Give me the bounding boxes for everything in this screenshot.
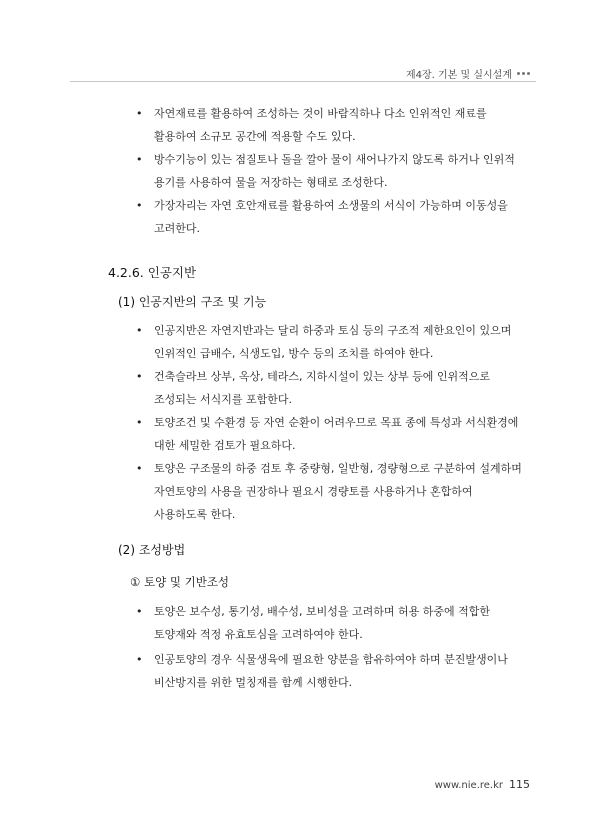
subsection-title: (1) 인공지반의 구조 및 기능 <box>118 295 267 309</box>
text-line: 인공지반은 자연지반과는 달리 하중과 토심 등의 구조적 제한요인이 있으며 <box>154 324 512 337</box>
text-line: 가장자리는 자연 호안재료를 활용하여 소생물의 서식이 가능하며 이동성을 <box>154 199 508 212</box>
bullet-icon: • <box>136 462 143 475</box>
text-line: 인공토양의 경우 식물생육에 필요한 양분을 함유하여야 하며 분진발생이나 <box>154 653 508 666</box>
list-item <box>136 648 508 694</box>
list-item <box>136 319 512 365</box>
text-line: 고려한다. <box>154 222 201 235</box>
text-line: 방수기능이 있는 점질토나 돌을 깔아 물이 새어나가지 않도록 하거나 인위적 <box>154 153 515 166</box>
bullet-icon: • <box>136 370 143 383</box>
text-line: 토양은 구조물의 하중 검토 후 중량형, 일반형, 경량형으로 구분하여 설계하며 <box>154 462 522 475</box>
text-line: 사용하도록 한다. <box>154 508 236 521</box>
bullet-icon: • <box>136 107 143 120</box>
text-line: 토양조건 및 수환경 등 자연 순환이 어려우므로 목표 종에 특성과 서식환경에 <box>154 416 519 429</box>
footer-url: www.nie.re.kr <box>434 780 503 791</box>
text-line: 활용하여 소규모 공간에 적용할 수도 있다. <box>154 130 356 143</box>
bullet-icon: • <box>136 199 143 212</box>
text-line: 토양은 보수성, 통기성, 배수성, 보비성을 고려하며 허용 하중에 적합한 <box>154 605 490 618</box>
page-number: 115 <box>509 778 530 791</box>
page-footer <box>435 778 530 791</box>
list-item <box>136 194 508 240</box>
text-line: 인위적인 급배수, 식생도입, 방수 등의 조치를 하여야 한다. <box>154 347 434 360</box>
bullet-icon: • <box>136 605 143 618</box>
text-line: 자연재료를 활용하여 조성하는 것이 바람직하나 다소 인위적인 재료를 <box>154 107 487 120</box>
section-heading: 4.2.6. 인공지반 <box>108 265 197 280</box>
bullet-icon: • <box>136 153 143 166</box>
item-title: ① 토양 및 기반조성 <box>130 575 230 589</box>
list-item <box>136 457 522 526</box>
text-line: 자연토양의 사용을 권장하나 필요시 경량토를 사용하거나 혼합하여 <box>154 485 473 498</box>
text-line: 건축슬라브 상부, 옥상, 테라스, 지하시설이 있는 상부 등에 인위적으로 <box>154 370 490 383</box>
bullet-icon: • <box>136 416 143 429</box>
header-divider <box>70 81 536 82</box>
running-header <box>406 66 530 81</box>
list-item <box>136 600 490 646</box>
text-line: 용기를 사용하여 물을 저장하는 형태로 조성한다. <box>154 176 388 189</box>
list-item <box>136 148 515 194</box>
chapter-title: 제4장. 기본 및 실시설계 <box>405 70 512 81</box>
text-line: 비산방지를 위한 멀칭재를 함께 시행한다. <box>154 676 353 689</box>
text-line: 토양재와 적정 유효토심을 고려하여야 한다. <box>154 628 363 641</box>
list-item <box>136 411 519 457</box>
bullet-icon: • <box>136 653 143 666</box>
list-item <box>136 365 490 411</box>
text-line: 대한 세밀한 검토가 필요하다. <box>154 439 296 452</box>
text-line: 조성되는 서식지를 포함한다. <box>154 393 293 406</box>
header-dots-icon <box>517 72 530 75</box>
list-item <box>136 102 487 148</box>
bullet-icon: • <box>136 324 143 337</box>
subsection-title: (2) 조성방법 <box>118 543 186 557</box>
